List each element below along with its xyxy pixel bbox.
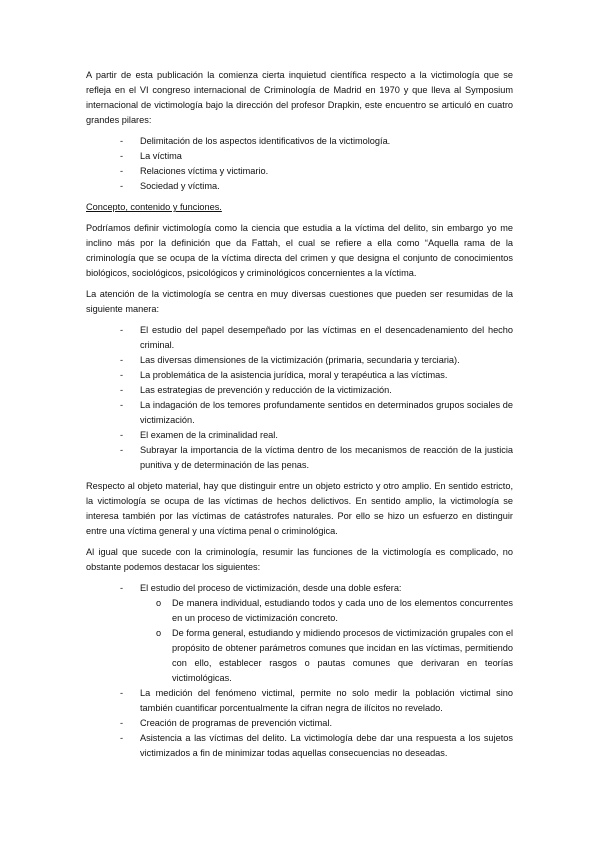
dash-bullet: -	[120, 430, 124, 440]
dash-bullet: -	[120, 688, 124, 698]
list-item: - Sociedad y víctima.	[86, 179, 513, 194]
dash-bullet: -	[120, 583, 124, 593]
object-paragraph: Respecto al objeto material, hay que distinguir entre un objeto estricto y otro amplio. En sentido estricto, la victimología se ocupa de las víctimas de hechos delictivos. En sentido amplio, la victimología se interesa también por las víctimas de catástrofes naturales. Por ello se hizo un esfuerzo en distinguir entre una víctima general y una víctima penal o criminológica.	[86, 481, 513, 536]
list-item: - Asistencia a las víctimas del delito. La victimología debe dar una respuesta a los sujetos victimizados a fin de minimizar todas aquellas consecuencias no deseadas.	[120, 733, 513, 758]
dash-bullet: -	[120, 718, 124, 728]
list-item: - La indagación de los temores profundamente sentidos en determinados grupos sociales de victimización.	[120, 400, 513, 425]
list-item: - El estudio del papel desempeñado por las víctimas en el desencadenamiento del hecho criminal.	[120, 325, 513, 350]
intro-paragraph: A partir de esta publicación la comienza cierta inquietud científica respecto a la victimología que se refleja en el VI congreso internacional de Criminología de Madrid en 1970 y que lleva al Symposium internacional de victimología bajo la dirección del profesor Drapkin, este encuentro se articuló en cuatro grandes pilares:	[86, 70, 513, 125]
dash-bullet: -	[120, 181, 124, 191]
list-item: - El estudio del proceso de victimización, desde una doble esfera: o De manera individual, estudiando todos y cada uno de los elementos concurrentes en un proceso de victimización concreto. o De forma general, estudiando y midiendo procesos de victimización grupales con el propósito de obtener parámetros comunes que incidan en las víctimas, permitiendo con ello, establecer rasgos o pautas comunes que derivaran en teorías victimológicas.	[86, 581, 513, 686]
list-item: - Delimitación de los aspectos identificativos de la victimología.	[86, 134, 513, 149]
dash-bullet: -	[120, 385, 124, 395]
attention-intro-paragraph: La atención de la victimología se centra en muy diversas cuestiones que pueden ser resumidas de la siguiente manera:	[86, 289, 513, 314]
list-item: - La víctima	[86, 149, 513, 164]
sublist-item: o De forma general, estudiando y midiendo procesos de victimización grupales con el propósito de obtener parámetros comunes que incidan en las víctimas, permitiendo con ello, establecer rasgos o pautas comunes que derivaran en teorías victimológicas.	[156, 628, 513, 683]
dash-bullet: -	[120, 370, 124, 380]
functions-intro-paragraph: Al igual que sucede con la criminología, resumir las funciones de la victimología es complicado, no obstante podemos destacar los siguientes:	[86, 547, 513, 572]
circle-bullet: o	[156, 598, 162, 608]
functions-list	[86, 581, 513, 761]
definition-paragraph: Podríamos definir victimología como la ciencia que estudia a la víctima del delito, sin embargo yo me inclino más por la definición que da Fattah, el cual se refiere a ella como “Aquella rama de la criminología que se ocupa de la víctima directa del crimen y que designa el conjunto de conocimientos biológicos, sociológicos, psicológicos y criminológicos concernientes a la víctima.	[86, 223, 513, 278]
attention-list	[86, 323, 513, 473]
dash-bullet: -	[120, 136, 124, 146]
functions-sublist	[140, 596, 513, 686]
dash-bullet: -	[120, 325, 124, 335]
sublist-item: o De manera individual, estudiando todos y cada uno de los elementos concurrentes en un proceso de victimización concreto.	[156, 598, 513, 623]
section-heading: Concepto, contenido y funciones.	[86, 202, 222, 212]
dash-bullet: -	[120, 166, 124, 176]
list-item: - El examen de la criminalidad real.	[86, 428, 513, 443]
dash-bullet: -	[120, 355, 124, 365]
list-item: - Las estrategias de prevención y reducción de la victimización.	[86, 383, 513, 398]
dash-bullet: -	[120, 151, 124, 161]
dash-bullet: -	[120, 733, 124, 743]
list-item: - La medición del fenómeno victimal, permite no solo medir la población victimal sino también cuantificar porcentualmente la cifran negra de ilícitos no revelado.	[120, 688, 513, 713]
list-item: - Relaciones víctima y victimario.	[86, 164, 513, 179]
circle-bullet: o	[156, 628, 162, 638]
pillars-list	[86, 134, 513, 194]
dash-bullet: -	[120, 445, 124, 455]
list-item: - Subrayar la importancia de la víctima dentro de los mecanismos de reacción de la justicia punitiva y de determinación de las penas.	[120, 445, 513, 470]
list-item: - Las diversas dimensiones de la victimización (primaria, secundaria y terciaria).	[86, 353, 513, 368]
list-item: - Creación de programas de prevención victimal.	[86, 716, 513, 731]
document-body	[86, 68, 513, 767]
dash-bullet: -	[120, 400, 124, 410]
list-item: - La problemática de la asistencia jurídica, moral y terapéutica a las víctimas.	[86, 368, 513, 383]
